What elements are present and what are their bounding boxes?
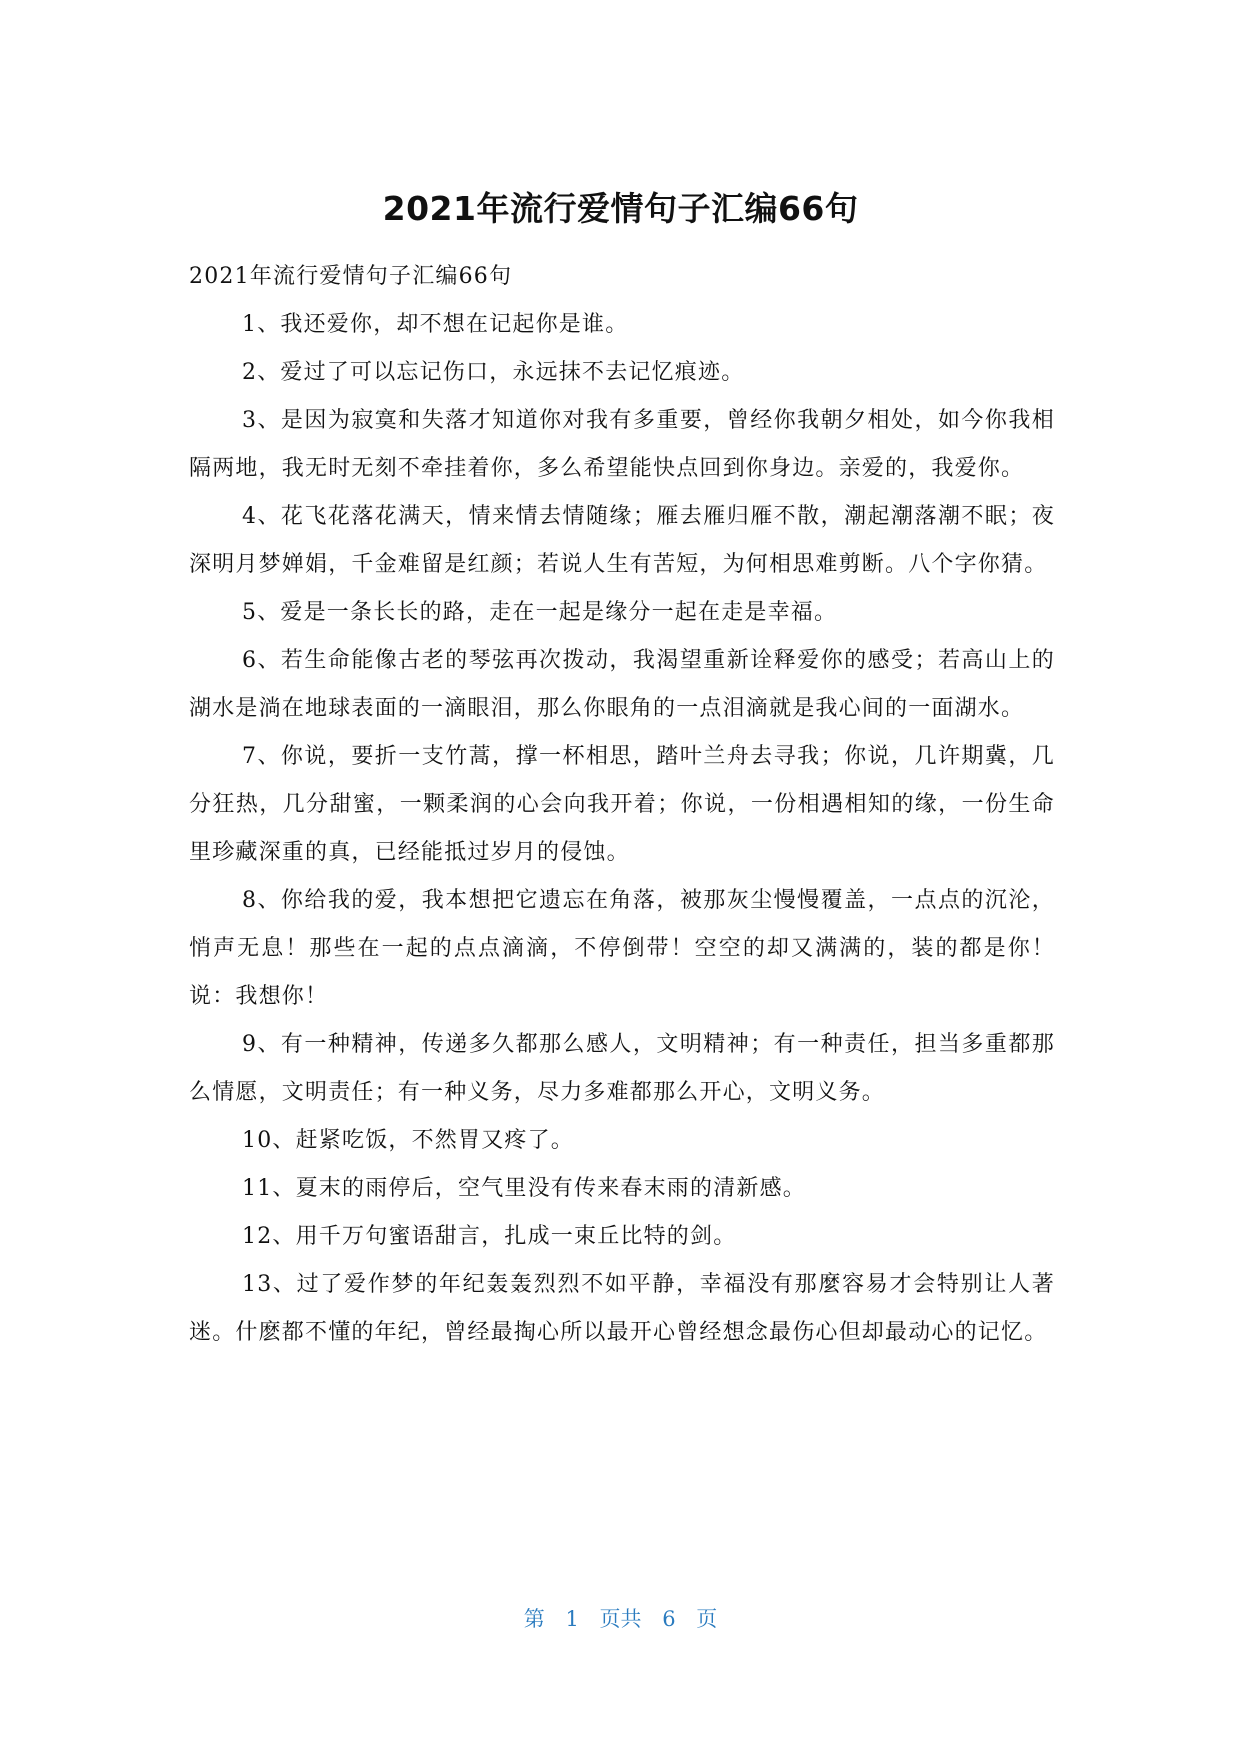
footer-total-pages: 6 <box>662 1607 676 1631</box>
entry-8: 8、你给我的爱，我本想把它遗忘在角落，被那灰尘慢慢覆盖，一点点的沉沦，悄声无息！那些在一起的点点滴滴，不停倒带！空空的却又满满的，装的都是你！说：我想你！ <box>189 888 1055 1009</box>
entry-12: 12、用千万句蜜语甜言，扎成一束丘比特的剑。 <box>242 1224 737 1249</box>
entry-1: 1、我还爱你，却不想在记起你是谁。 <box>242 312 629 337</box>
entry-4: 4、花飞花落花满天，情来情去情随缘；雁去雁归雁不散，潮起潮落潮不眠；夜深明月梦婵娟，千金难留是红颜；若说人生有苦短，为何相思难剪断。八个字你猜。 <box>189 504 1055 577</box>
footer-label-pages: 页 <box>696 1607 718 1631</box>
footer-label-page: 第 <box>523 1607 545 1631</box>
entry-9: 9、有一种精神，传递多久都那么感人，文明精神；有一种责任，担当多重都那么情愿，文明责任；有一种义务，尽力多难都那么开心，文明义务。 <box>189 1032 1055 1105</box>
document-title: 2021年流行爱情句子汇编66句 <box>382 189 859 228</box>
footer-label-of: 页共 <box>599 1607 642 1631</box>
entry-10: 10、赶紧吃饭，不然胃又疼了。 <box>242 1128 574 1153</box>
entry-11: 11、夏末的雨停后，空气里没有传来春末雨的清新感。 <box>242 1176 806 1201</box>
footer-current-page: 1 <box>565 1607 579 1631</box>
entry-2: 2、爱过了可以忘记伤口，永远抹不去记忆痕迹。 <box>242 360 745 385</box>
entry-5: 5、爱是一条长长的路，走在一起是缘分一起在走是幸福。 <box>242 600 838 625</box>
entry-3: 3、是因为寂寞和失落才知道你对我有多重要，曾经你我朝夕相处，如今你我相隔两地，我无时无刻不牵挂着你，多么希望能快点回到你身边。亲爱的，我爱你。 <box>189 408 1055 481</box>
entry-6: 6、若生命能像古老的琴弦再次拨动，我渴望重新诠释爱你的感受；若高山上的湖水是淌在地球表面的一滴眼泪，那么你眼角的一点泪滴就是我心间的一面湖水。 <box>189 648 1055 721</box>
document-body <box>189 253 1055 1357</box>
entry-7: 7、你说，要折一支竹蒿，撑一杯相思，踏叶兰舟去寻我；你说，几许期冀，几分狂热，几分甜蜜，一颗柔润的心会向我开着；你说，一份相遇相知的缘，一份生命里珍藏深重的真，已经能抵过岁月的侵蚀。 <box>189 744 1055 865</box>
entry-13: 13、过了爱作梦的年纪轰轰烈烈不如平静，幸福没有那麼容易才会特别让人著迷。什麽都不懂的年纪，曾经最掏心所以最开心曾经想念最伤心但却最动心的记忆。 <box>189 1272 1055 1345</box>
document-subtitle: 2021年流行爱情句子汇编66句 <box>189 264 513 289</box>
page-footer <box>0 1604 1241 1634</box>
